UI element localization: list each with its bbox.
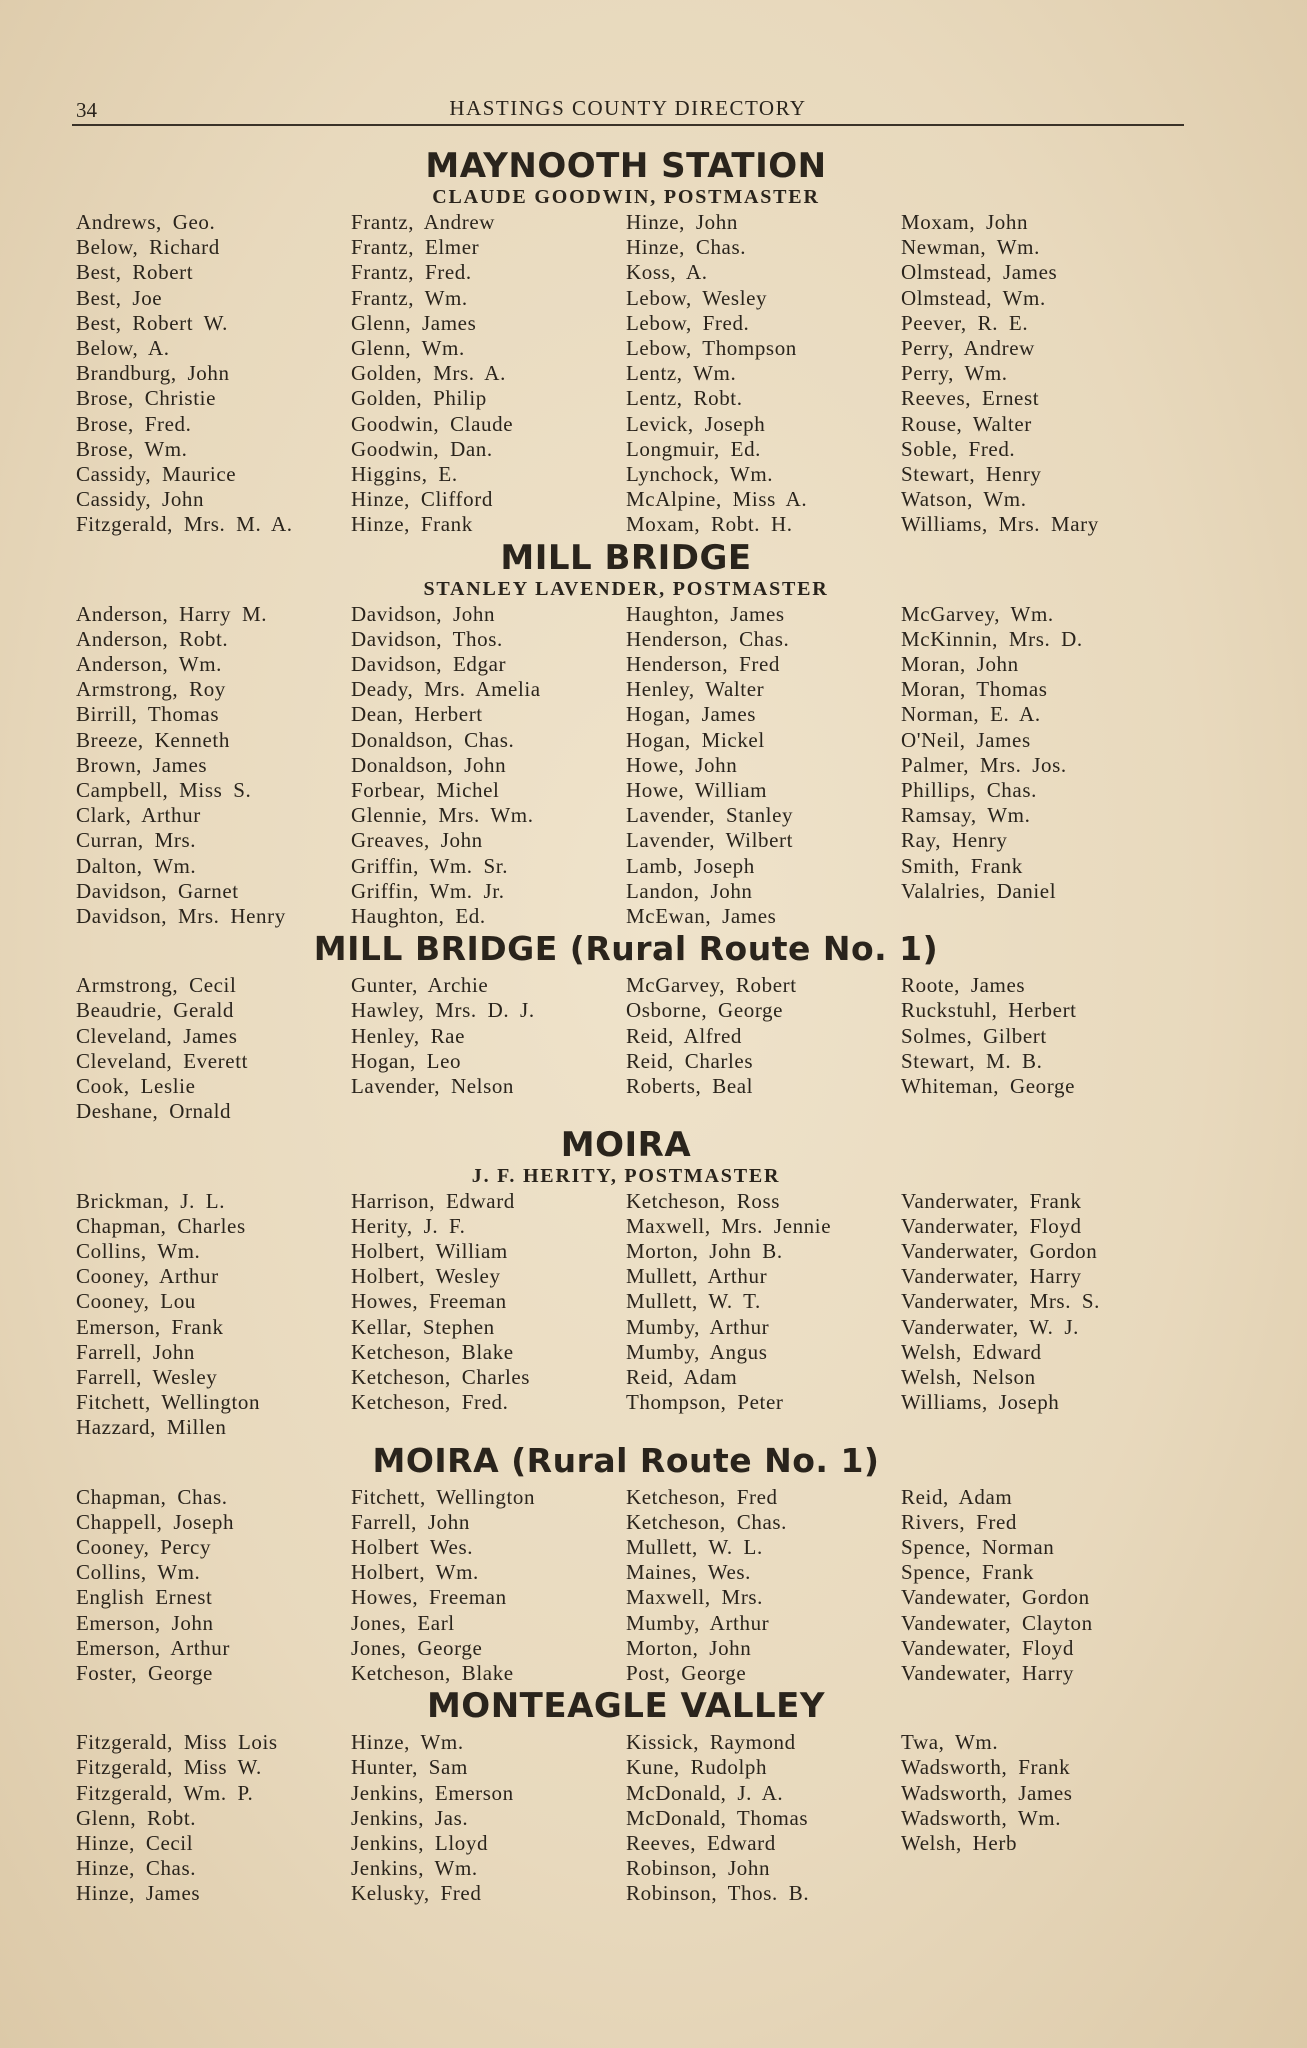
resident-name: Stewart, M. B.	[901, 1048, 1043, 1073]
resident-name: Holbert, Wesley	[351, 1264, 501, 1289]
resident-name: Vandewater, Clayton	[901, 1610, 1093, 1635]
resident-name: Hogan, James	[626, 702, 757, 727]
resident-name: Frantz, Wm.	[351, 285, 468, 310]
directory-section	[76, 929, 1176, 1124]
resident-name: Howe, William	[626, 778, 768, 803]
resident-name: Fitzgerald, Miss Lois	[76, 1730, 278, 1755]
resident-name: Best, Joe	[76, 285, 163, 310]
resident-name: Donaldson, John	[351, 752, 507, 777]
resident-name: Wadsworth, James	[901, 1780, 1073, 1805]
resident-name: McDonald, J. A.	[626, 1780, 784, 1805]
resident-name: Olmstead, James	[901, 260, 1058, 285]
name-column	[626, 1485, 901, 1687]
resident-name: Williams, Mrs. Mary	[901, 512, 1099, 537]
resident-name: Welsh, Edward	[901, 1339, 1042, 1364]
resident-name: Hogan, Leo	[351, 1048, 462, 1073]
resident-name: Howes, Freeman	[351, 1585, 507, 1610]
resident-name: Anderson, Robt.	[76, 626, 229, 651]
name-columns	[76, 1485, 1176, 1687]
resident-name: Hinze, Chas.	[76, 1856, 197, 1881]
resident-name: O'Neil, James	[901, 727, 1031, 752]
resident-name: Frantz, Fred.	[351, 260, 472, 285]
resident-name: Holbert, William	[351, 1238, 508, 1263]
resident-name: Phillips, Chas.	[901, 778, 1037, 803]
resident-name: Morton, John	[626, 1635, 752, 1660]
resident-name: Smith, Frank	[901, 853, 1023, 878]
resident-name: Farrell, John	[351, 1509, 470, 1534]
resident-name: Ketcheson, Blake	[351, 1339, 514, 1364]
resident-name: Henley, Rae	[351, 1023, 466, 1048]
resident-name: Ketcheson, Blake	[351, 1660, 514, 1685]
resident-name: Foster, George	[76, 1660, 213, 1685]
resident-name: Vandewater, Harry	[901, 1660, 1074, 1685]
resident-name: Brose, Fred.	[76, 411, 192, 436]
section-title: MOIRA	[560, 1124, 692, 1165]
resident-name: Reeves, Ernest	[901, 386, 1040, 411]
resident-name: Fitchett, Wellington	[76, 1390, 261, 1415]
name-column	[901, 210, 1176, 538]
name-columns	[76, 210, 1176, 538]
resident-name: Emerson, Arthur	[76, 1635, 230, 1660]
resident-name: McEwan, James	[626, 904, 777, 929]
resident-name: Cleveland, Everett	[76, 1048, 249, 1073]
resident-name: Howes, Freeman	[351, 1289, 507, 1314]
resident-name: Glennie, Mrs. Wm.	[351, 803, 534, 828]
resident-name: Roote, James	[901, 973, 1026, 998]
resident-name: Jenkins, Lloyd	[351, 1830, 489, 1855]
resident-name: Ketcheson, Fred	[626, 1484, 778, 1509]
resident-name: Maines, Wes.	[626, 1560, 752, 1585]
resident-name: Cooney, Lou	[76, 1289, 196, 1314]
resident-name: Rivers, Fred	[901, 1509, 1018, 1534]
resident-name: Mullett, W. L.	[626, 1534, 763, 1559]
resident-name: Brickman, J. L.	[76, 1188, 226, 1213]
resident-name: Farrell, John	[76, 1339, 195, 1364]
section-title: MILL BRIDGE (Rural Route No. 1)	[313, 929, 939, 969]
resident-name: Brown, James	[76, 752, 208, 777]
name-column	[76, 210, 351, 538]
resident-name: Davidson, Edgar	[351, 652, 507, 677]
resident-name: Maxwell, Mrs. Jennie	[626, 1213, 832, 1238]
resident-name: Campbell, Miss S.	[76, 778, 252, 803]
resident-name: Longmuir, Ed.	[626, 436, 762, 461]
resident-name: Cook, Leslie	[76, 1074, 196, 1099]
resident-name: Vanderwater, Harry	[901, 1264, 1082, 1289]
resident-name: Kellar, Stephen	[351, 1314, 495, 1339]
resident-name: Higgins, E.	[351, 462, 458, 487]
name-column	[626, 602, 901, 930]
resident-name: Ray, Henry	[901, 828, 1008, 853]
resident-name: Anderson, Wm.	[76, 652, 222, 677]
resident-name: Reid, Alfred	[626, 1023, 743, 1048]
name-column	[901, 602, 1176, 930]
resident-name: Dean, Herbert	[351, 702, 483, 727]
directory-section	[76, 1441, 1176, 1687]
resident-name: Hinze, Chas.	[626, 235, 747, 260]
resident-name: Lynchock, Wm.	[626, 462, 774, 487]
resident-name: Harrison, Edward	[351, 1188, 515, 1213]
resident-name: Ketcheson, Ross	[626, 1188, 780, 1213]
resident-name: Howe, John	[626, 752, 738, 777]
resident-name: Ramsay, Wm.	[901, 803, 1031, 828]
resident-name: Spence, Norman	[901, 1534, 1055, 1559]
resident-name: Dalton, Wm.	[76, 853, 197, 878]
resident-name: Hawley, Mrs. D. J.	[351, 998, 535, 1023]
resident-name: Perry, Wm.	[901, 361, 1008, 386]
name-column	[901, 1730, 1176, 1906]
resident-name: Hunter, Sam	[351, 1755, 468, 1780]
name-column	[76, 973, 351, 1124]
resident-name: Mullett, W. T.	[626, 1289, 761, 1314]
resident-name: Armstrong, Roy	[76, 677, 226, 702]
resident-name: Ketcheson, Chas.	[626, 1509, 787, 1534]
name-column	[351, 1485, 626, 1687]
resident-name: Jenkins, Emerson	[351, 1780, 514, 1805]
name-column	[351, 1730, 626, 1906]
resident-name: Whiteman, George	[901, 1074, 1075, 1099]
resident-name: Norman, E. A.	[901, 702, 1041, 727]
resident-name: Kissick, Raymond	[626, 1730, 796, 1755]
section-title: MONTEAGLE VALLEY	[426, 1686, 826, 1727]
resident-name: Reid, Charles	[626, 1048, 754, 1073]
resident-name: Mumby, Arthur	[626, 1610, 770, 1635]
resident-name: Lavender, Wilbert	[626, 828, 794, 853]
resident-name: Perry, Andrew	[901, 336, 1035, 361]
resident-name: Ruckstuhl, Herbert	[901, 998, 1077, 1023]
resident-name: Solmes, Gilbert	[901, 1023, 1047, 1048]
resident-name: Levick, Joseph	[626, 411, 766, 436]
resident-name: Farrell, Wesley	[76, 1364, 218, 1389]
resident-name: Lebow, Wesley	[626, 285, 768, 310]
resident-name: Andrews, Geo.	[76, 210, 216, 234]
resident-name: Holbert, Wm.	[351, 1560, 479, 1585]
resident-name: McDonald, Thomas	[626, 1805, 809, 1830]
resident-name: Frantz, Elmer	[351, 235, 480, 260]
name-column	[351, 1189, 626, 1441]
section-title: MILL BRIDGE	[500, 537, 752, 578]
resident-name: Valalries, Daniel	[901, 878, 1057, 903]
resident-name: Emerson, John	[76, 1610, 214, 1635]
resident-name: Hogan, Mickel	[626, 727, 765, 752]
resident-name: Landon, John	[626, 878, 753, 903]
resident-name: Glenn, Wm.	[351, 336, 465, 361]
resident-name: Chapman, Charles	[76, 1213, 246, 1238]
name-column	[901, 1485, 1176, 1687]
resident-name: Hinze, John	[626, 210, 738, 234]
resident-name: Breeze, Kenneth	[76, 727, 230, 752]
resident-name: Osborne, George	[626, 998, 784, 1023]
resident-name: Welsh, Herb	[901, 1830, 1018, 1855]
resident-name: Lamb, Joseph	[626, 853, 755, 878]
resident-name: Jones, George	[351, 1635, 483, 1660]
resident-name: Griffin, Wm. Jr.	[351, 878, 505, 903]
resident-name: Glenn, Robt.	[76, 1805, 197, 1830]
resident-name: Goodwin, Claude	[351, 411, 514, 436]
resident-name: Davidson, John	[351, 601, 496, 626]
resident-name: Fitchett, Wellington	[351, 1484, 536, 1509]
resident-name: Spence, Frank	[901, 1560, 1034, 1585]
resident-name: Lebow, Fred.	[626, 310, 750, 335]
resident-name: Cooney, Percy	[76, 1534, 212, 1559]
resident-name: Fitzgerald, Miss W.	[76, 1755, 262, 1780]
resident-name: Below, Richard	[76, 235, 220, 260]
resident-name: Chappell, Joseph	[76, 1509, 235, 1534]
resident-name: Vanderwater, Mrs. S.	[901, 1289, 1101, 1314]
resident-name: Lavender, Stanley	[626, 803, 794, 828]
resident-name: Fitzgerald, Wm. P.	[76, 1780, 254, 1805]
resident-name: Jenkins, Jas.	[351, 1805, 469, 1830]
resident-name: Glenn, James	[351, 310, 477, 335]
resident-name: Henley, Walter	[626, 677, 765, 702]
resident-name: Roberts, Beal	[626, 1074, 754, 1099]
directory-section	[76, 1125, 1176, 1441]
resident-name: Herity, J. F.	[351, 1213, 466, 1238]
resident-name: McKinnin, Mrs. D.	[901, 626, 1083, 651]
resident-name: Moran, John	[901, 652, 1019, 677]
resident-name: Armstrong, Cecil	[76, 973, 237, 998]
resident-name: Cassidy, Maurice	[76, 462, 237, 487]
name-column	[76, 1485, 351, 1687]
resident-name: Cooney, Arthur	[76, 1264, 219, 1289]
resident-name: Hinze, Wm.	[351, 1730, 464, 1755]
section-title: MOIRA (Rural Route No. 1)	[372, 1440, 880, 1480]
resident-name: Collins, Wm.	[76, 1560, 201, 1585]
resident-name: Forbear, Michel	[351, 778, 500, 803]
resident-name: Goodwin, Dan.	[351, 436, 493, 461]
resident-name: Curran, Mrs.	[76, 828, 197, 853]
resident-name: Davidson, Garnet	[76, 878, 239, 903]
resident-name: Twa, Wm.	[901, 1730, 999, 1755]
resident-name: Henderson, Chas.	[626, 626, 790, 651]
postmaster-line: J. F. HERITY, POSTMASTER	[471, 1164, 781, 1187]
resident-name: Birrill, Thomas	[76, 702, 220, 727]
name-column	[626, 1189, 901, 1441]
running-title: HASTINGS COUNTY DIRECTORY	[449, 96, 807, 120]
resident-name: Davidson, Thos.	[351, 626, 503, 651]
name-column	[351, 973, 626, 1124]
resident-name: Koss, A.	[626, 260, 708, 285]
postmaster-line: CLAUDE GOODWIN, POSTMASTER	[432, 186, 820, 208]
resident-name: Mumby, Arthur	[626, 1314, 770, 1339]
resident-name: Watson, Wm.	[901, 487, 1027, 512]
resident-name: Stewart, Henry	[901, 462, 1042, 487]
name-column	[351, 602, 626, 930]
resident-name: Moran, Thomas	[901, 677, 1048, 702]
resident-name: English Ernest	[76, 1585, 213, 1610]
resident-name: Clark, Arthur	[76, 803, 201, 828]
resident-name: Haughton, Ed.	[351, 904, 486, 929]
resident-name: Vanderwater, Frank	[901, 1188, 1082, 1213]
resident-name: Moxam, Robt. H.	[626, 512, 793, 537]
resident-name: Vandewater, Floyd	[901, 1635, 1074, 1660]
resident-name: Robinson, John	[626, 1856, 771, 1881]
resident-name: Thompson, Peter	[626, 1390, 784, 1415]
name-columns	[76, 1189, 1176, 1441]
name-column	[626, 973, 901, 1124]
name-column	[626, 1730, 901, 1906]
resident-name: Lavender, Nelson	[351, 1074, 515, 1099]
directory-section	[76, 146, 1176, 538]
resident-name: Donaldson, Chas.	[351, 727, 515, 752]
resident-name: Jones, Earl	[351, 1610, 455, 1635]
name-column	[901, 1189, 1176, 1441]
resident-name: Lebow, Thompson	[626, 336, 797, 361]
name-column	[351, 210, 626, 538]
name-columns	[76, 602, 1176, 930]
resident-name: Lentz, Wm.	[626, 361, 737, 386]
resident-name: Welsh, Nelson	[901, 1364, 1036, 1389]
name-columns	[76, 1730, 1176, 1906]
resident-name: Vanderwater, Gordon	[901, 1238, 1098, 1263]
resident-name: Brose, Wm.	[76, 436, 188, 461]
name-column	[626, 210, 901, 538]
resident-name: Hinze, James	[76, 1881, 201, 1906]
resident-name: Mumby, Angus	[626, 1339, 768, 1364]
resident-name: Cassidy, John	[76, 487, 205, 512]
resident-name: Davidson, Mrs. Henry	[76, 904, 286, 929]
name-column	[76, 1189, 351, 1441]
resident-name: Cleveland, James	[76, 1023, 238, 1048]
resident-name: Best, Robert	[76, 260, 194, 285]
name-column	[76, 1730, 351, 1906]
resident-name: Vandewater, Gordon	[901, 1585, 1090, 1610]
resident-name: Palmer, Mrs. Jos.	[901, 752, 1067, 777]
resident-name: Moxam, John	[901, 210, 1029, 234]
resident-name: Brandburg, John	[76, 361, 230, 386]
resident-name: McAlpine, Miss A.	[626, 487, 808, 512]
resident-name: Below, A.	[76, 336, 170, 361]
directory-content	[76, 146, 1176, 1907]
resident-name: Morton, John B.	[626, 1238, 783, 1263]
resident-name: Haughton, James	[626, 601, 785, 626]
name-columns	[76, 973, 1176, 1124]
page-header	[72, 92, 1184, 126]
resident-name: Olmstead, Wm.	[901, 285, 1046, 310]
resident-name: Golden, Mrs. A.	[351, 361, 506, 386]
resident-name: Robinson, Thos. B.	[626, 1881, 810, 1906]
resident-name: Peever, R. E.	[901, 310, 1029, 335]
resident-name: Reid, Adam	[901, 1484, 1013, 1509]
postmaster-line: STANLEY LAVENDER, POSTMASTER	[423, 577, 829, 600]
resident-name: Beaudrie, Gerald	[76, 998, 235, 1023]
resident-name: McGarvey, Wm.	[901, 601, 1054, 626]
resident-name: Post, George	[626, 1660, 747, 1685]
resident-name: Soble, Fred.	[901, 436, 1016, 461]
directory-section	[76, 1686, 1176, 1906]
resident-name: Golden, Philip	[351, 386, 487, 411]
resident-name: Hazzard, Millen	[76, 1415, 227, 1440]
resident-name: Collins, Wm.	[76, 1238, 201, 1263]
resident-name: Rouse, Walter	[901, 411, 1032, 436]
resident-name: Jenkins, Wm.	[351, 1856, 478, 1881]
resident-name: Wadsworth, Wm.	[901, 1805, 1062, 1830]
resident-name: Emerson, Frank	[76, 1314, 224, 1339]
section-title: MAYNOOTH STATION	[425, 146, 827, 186]
resident-name: Gunter, Archie	[351, 973, 489, 998]
page-number: 34	[76, 98, 97, 122]
resident-name: Fitzgerald, Mrs. M. A.	[76, 512, 293, 537]
resident-name: Vanderwater, W. J.	[901, 1314, 1080, 1339]
name-column	[76, 602, 351, 930]
resident-name: Frantz, Andrew	[351, 210, 496, 234]
resident-name: Deshane, Ornald	[76, 1099, 232, 1124]
resident-name: Griffin, Wm. Sr.	[351, 853, 509, 878]
resident-name: Wadsworth, Frank	[901, 1755, 1071, 1780]
name-column	[901, 973, 1176, 1124]
resident-name: Best, Robert W.	[76, 310, 229, 335]
resident-name: Reid, Adam	[626, 1364, 738, 1389]
resident-name: Lentz, Robt.	[626, 386, 743, 411]
resident-name: Brose, Christie	[76, 386, 216, 411]
resident-name: Kelusky, Fred	[351, 1881, 482, 1906]
resident-name: Chapman, Chas.	[76, 1484, 228, 1509]
resident-name: Mullett, Arthur	[626, 1264, 768, 1289]
resident-name: Kune, Rudolph	[626, 1755, 768, 1780]
resident-name: Greaves, John	[351, 828, 483, 853]
resident-name: Ketcheson, Charles	[351, 1364, 531, 1389]
resident-name: McGarvey, Robert	[626, 973, 797, 998]
resident-name: Hinze, Cecil	[76, 1830, 194, 1855]
resident-name: Maxwell, Mrs.	[626, 1585, 764, 1610]
resident-name: Hinze, Frank	[351, 512, 473, 537]
resident-name: Deady, Mrs. Amelia	[351, 677, 541, 702]
resident-name: Holbert Wes.	[351, 1534, 474, 1559]
resident-name: Ketcheson, Fred.	[351, 1390, 509, 1415]
resident-name: Williams, Joseph	[901, 1390, 1060, 1415]
resident-name: Anderson, Harry M.	[76, 601, 268, 626]
resident-name: Henderson, Fred	[626, 652, 780, 677]
resident-name: Newman, Wm.	[901, 235, 1040, 260]
resident-name: Reeves, Edward	[626, 1830, 776, 1855]
resident-name: Hinze, Clifford	[351, 487, 493, 512]
directory-section	[76, 538, 1176, 930]
resident-name: Vanderwater, Floyd	[901, 1213, 1082, 1238]
